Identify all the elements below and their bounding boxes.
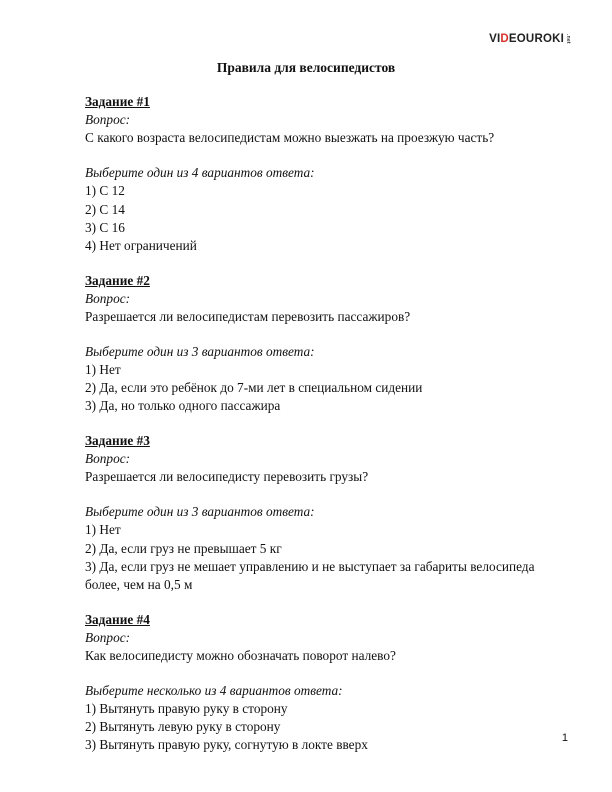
task-3 bbox=[85, 432, 565, 594]
question-label: Вопрос: bbox=[85, 112, 131, 128]
choice-label: Выберите один из 4 вариантов ответа: bbox=[85, 165, 315, 181]
question-label: Вопрос: bbox=[85, 629, 131, 645]
logo-tld: .net bbox=[565, 34, 571, 44]
task-2 bbox=[85, 272, 565, 416]
choice-label: Выберите несколько из 4 вариантов ответа: bbox=[85, 682, 343, 698]
answer-option: 1) Нет bbox=[85, 361, 121, 377]
answer-option: 1) Нет bbox=[85, 522, 121, 538]
answer-option: 3) Вытянуть правую руку, согнутую в локте вверх bbox=[85, 737, 368, 753]
logo-text-part2: EOUROKI bbox=[508, 33, 564, 45]
answer-option: 2) С 14 bbox=[85, 201, 125, 217]
answer-option: 2) Да, если это ребёнок до 7-ми лет в специальном сидении bbox=[85, 380, 423, 396]
answer-option: 1) С 12 bbox=[85, 183, 125, 199]
answer-option: 2) Вытянуть левую руку в сторону bbox=[85, 719, 281, 735]
logo-text-accent: D bbox=[500, 33, 509, 45]
question-text: Как велосипедисту можно обозначать поворот налево? bbox=[85, 648, 396, 664]
task-heading: Задание #4 bbox=[85, 611, 150, 627]
logo-text-part1: VI bbox=[489, 33, 501, 45]
question-label: Вопрос: bbox=[85, 451, 131, 467]
answer-option: 3) Да, если груз не мешает управлению и не выступает за габариты велосипеда более, чем на 0,5 м bbox=[85, 558, 535, 592]
task-heading: Задание #3 bbox=[85, 433, 150, 449]
answer-option: 3) Да, но только одного пассажира bbox=[85, 398, 281, 414]
choice-label: Выберите один из 3 вариантов ответа: bbox=[85, 343, 315, 359]
answer-option: 1) Вытянуть правую руку в сторону bbox=[85, 700, 288, 716]
videouroki-logo bbox=[489, 33, 570, 45]
page-number: 1 bbox=[561, 732, 568, 744]
task-heading: Задание #2 bbox=[85, 272, 150, 288]
question-text: Разрешается ли велосипедисту перевозить грузы? bbox=[85, 469, 369, 485]
choice-label: Выберите один из 3 вариантов ответа: bbox=[85, 504, 315, 520]
question-label: Вопрос: bbox=[85, 290, 131, 306]
question-text: Разрешается ли велосипедистам перевозить пассажиров? bbox=[85, 309, 411, 325]
page-title: Правила для велосипедистов bbox=[216, 60, 396, 75]
document-body bbox=[85, 93, 565, 771]
answer-option: 3) С 16 bbox=[85, 219, 125, 235]
answer-option: 2) Да, если груз не превышает 5 кг bbox=[85, 540, 282, 556]
task-1 bbox=[85, 93, 565, 255]
answer-option: 4) Нет ограничений bbox=[85, 237, 197, 253]
task-4 bbox=[85, 611, 565, 755]
question-text: С какого возраста велосипедистам можно выезжать на проезжую часть? bbox=[85, 130, 495, 146]
task-heading: Задание #1 bbox=[85, 94, 150, 109]
